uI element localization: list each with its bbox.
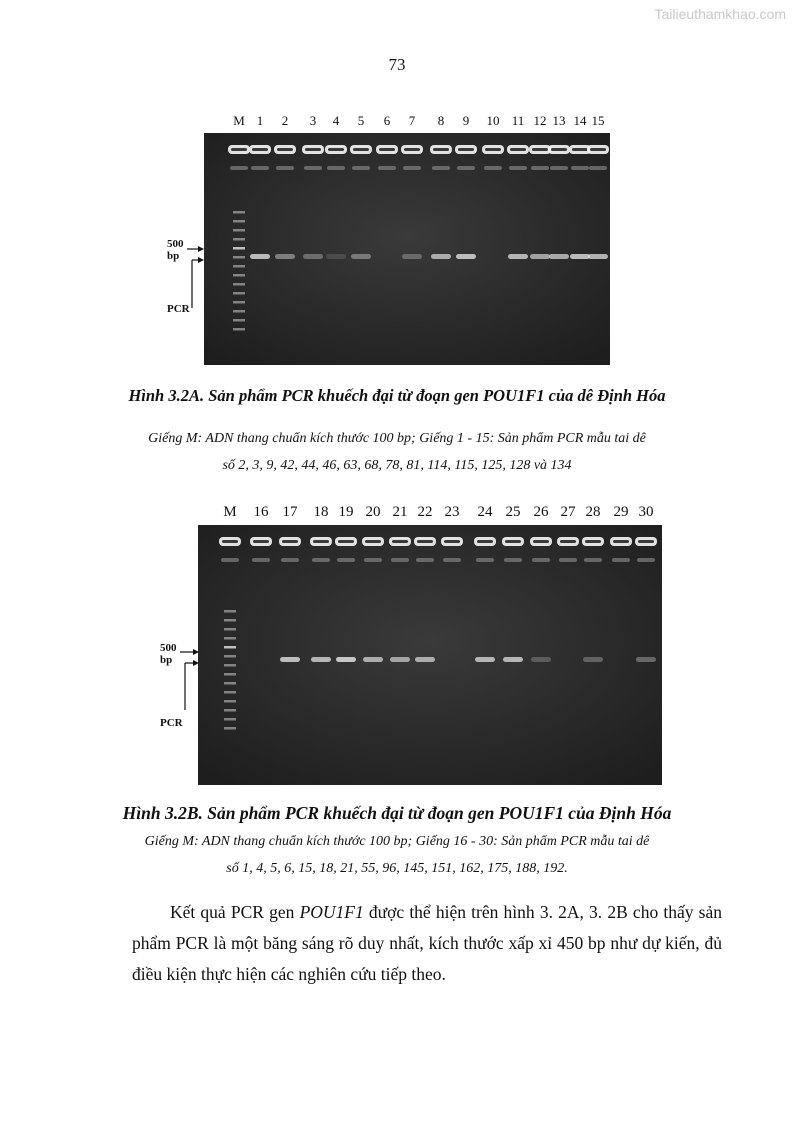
figure-b-lane-label-23: 23	[444, 504, 460, 520]
figure-b-marker-label: 500 bp	[160, 642, 177, 666]
figure-b-ladder-band	[224, 718, 236, 721]
figure-a-lane-label-3: 3	[309, 113, 317, 128]
figure-b-ladder-band	[224, 646, 236, 649]
figure-b-ladder-band	[224, 664, 236, 667]
figure-b-pcr-band	[311, 657, 331, 662]
figure-b-ladder-band	[224, 727, 236, 730]
figure-a-lane-label-6: 6	[383, 113, 391, 128]
figure-b-lane-label-17: 17	[282, 504, 298, 520]
figure-b-arrows	[178, 642, 204, 714]
watermark: Tailieuthamkhao.com	[654, 6, 786, 22]
figure-b-pcr-band	[503, 657, 523, 662]
figure-a-lane-label-9: 9	[462, 113, 470, 128]
figure-a-ladder-band	[233, 283, 245, 286]
figure-b-ladder-band	[224, 682, 236, 685]
figure-b-lane-label-22: 22	[417, 504, 433, 520]
figure-a-arrows	[185, 240, 209, 315]
figure-a-lane-label-7: 7	[408, 113, 416, 128]
figure-b-pcr-band	[475, 657, 495, 662]
figure-b-lane-label-24: 24	[477, 504, 493, 520]
figure-a-pcr-band	[456, 254, 476, 259]
figure-a-pcr-band	[275, 254, 295, 259]
figure-a-ladder-band	[233, 301, 245, 304]
figure-a-pcr-band	[326, 254, 346, 259]
figure-b-lane-label-30: 30	[638, 504, 654, 520]
figure-a-pcr-band	[549, 254, 569, 259]
figure-a-pcr-band	[508, 254, 528, 259]
figure-b-pcr-band	[636, 657, 656, 662]
figure-a-pcr-band	[250, 254, 270, 259]
figure-b-lane-label-28: 28	[585, 504, 601, 520]
figure-a-ladder-band	[233, 211, 245, 214]
figure-a-lane-label-1: 1	[256, 113, 264, 128]
figure-a-pcr-band	[351, 254, 371, 259]
figure-a-lane-label-M: M	[233, 113, 245, 128]
body-paragraph: Kết quả PCR gen POU1F1 được thể hiện trên hình 3. 2A, 3. 2B cho thấy sản phẩm PCR là một băng sáng rõ duy nhất, kích thước xấp xỉ 450 bp như dự kiến, đủ điều kiện thực hiện các nghiên cứu tiếp theo.	[132, 902, 722, 984]
figure-a-caption-line2: số 2, 3, 9, 42, 44, 46, 63, 68, 78, 81, 114, 115, 125, 128 và 134	[222, 458, 572, 473]
figure-b-lane-label-18: 18	[313, 504, 329, 520]
figure-b-lane-label-21: 21	[392, 504, 408, 520]
figure-b-ladder-band	[224, 700, 236, 703]
figure-a-lane-label-10: 10	[486, 113, 500, 128]
figure-a-lane-label-4: 4	[332, 113, 340, 128]
figure-b-lane-label-19: 19	[338, 504, 354, 520]
figure-a-lane-label-5: 5	[357, 113, 365, 128]
figure-a-pcr-band	[431, 254, 451, 259]
figure-b-pcr-band	[363, 657, 383, 662]
figure-a-lane-labels	[0, 113, 794, 131]
figure-b-pcr-band	[390, 657, 410, 662]
figure-a-ladder-band	[233, 220, 245, 223]
figure-a-ladder-band	[233, 328, 245, 331]
figure-b-pcr-band	[415, 657, 435, 662]
figure-b-ladder-band	[224, 628, 236, 631]
figure-a-ladder-band	[233, 274, 245, 277]
figure-b-lane-label-M: M	[223, 504, 237, 520]
figure-a-ladder-band	[233, 247, 245, 250]
figure-a-title: Hình 3.2A. Sản phẩm PCR khuếch đại từ đoạn gen POU1F1 của dê Định Hóa	[128, 386, 666, 405]
figure-b-title: Hình 3.2B. Sản phẩm PCR khuếch đại từ đoạn gen POU1F1 của Định Hóa	[122, 803, 672, 823]
figure-b-pcr-band	[280, 657, 300, 662]
figure-b-pcr-band	[583, 657, 603, 662]
figure-b-ladder-band	[224, 709, 236, 712]
figure-b-ladder-band	[224, 619, 236, 622]
figure-a-lane-label-13: 13	[552, 113, 566, 128]
figure-a-pcr-band	[570, 254, 590, 259]
figure-a-lane-label-12: 12	[533, 113, 547, 128]
figure-b-lane-label-29: 29	[613, 504, 629, 520]
figure-a-ladder-band	[233, 229, 245, 232]
figure-b-lane-label-27: 27	[560, 504, 576, 520]
figure-b-lane-label-26: 26	[533, 504, 549, 520]
figure-a-lane-label-14: 14	[573, 113, 587, 128]
figure-b-ladder-band	[224, 691, 236, 694]
figure-b-caption-line2: số 1, 4, 5, 6, 15, 18, 21, 55, 96, 145, 151, 162, 175, 188, 192.	[226, 861, 568, 876]
figure-b-pcr-band	[531, 657, 551, 662]
figure-b-lane-label-25: 25	[505, 504, 521, 520]
figure-a-ladder-band	[233, 265, 245, 268]
figure-a-ladder-band	[233, 256, 245, 259]
figure-a-ladder-band	[233, 292, 245, 295]
figure-b-lane-labels	[0, 504, 794, 524]
figure-b-pcr-label: PCR	[160, 717, 183, 729]
figure-a-caption-line1: Giếng M: ADN thang chuẩn kích thước 100 bp; Giếng 1 - 15: Sản phẩm PCR mẫu tai dê	[148, 431, 646, 446]
figure-b-ladder-band	[224, 655, 236, 658]
figure-a-lane-label-15: 15	[591, 113, 605, 128]
figure-b-ladder-band	[224, 637, 236, 640]
figure-a-pcr-band	[402, 254, 422, 259]
figure-a-pcr-band	[588, 254, 608, 259]
figure-b-lane-label-20: 20	[365, 504, 381, 520]
figure-a-ladder-band	[233, 319, 245, 322]
figure-b-gel-image	[198, 525, 662, 785]
figure-a-lane-label-8: 8	[437, 113, 445, 128]
figure-b-ladder-band	[224, 673, 236, 676]
figure-a-pcr-band	[303, 254, 323, 259]
figure-a-ladder-band	[233, 238, 245, 241]
figure-a-marker-label: 500 bp	[167, 238, 184, 262]
figure-a-pcr-band	[530, 254, 550, 259]
figure-b-caption-line1: Giếng M: ADN thang chuẩn kích thước 100 bp; Giếng 16 - 30: Sản phẩm PCR mẫu tai dê	[144, 834, 650, 849]
page-number: 73	[388, 55, 406, 74]
figure-a-lane-label-2: 2	[281, 113, 289, 128]
figure-a-pcr-label: PCR	[167, 303, 190, 315]
figure-a-ladder-band	[233, 310, 245, 313]
figure-a-lane-label-11: 11	[511, 113, 525, 128]
figure-a-gel-image	[204, 133, 610, 365]
figure-b-pcr-band	[336, 657, 356, 662]
figure-b-ladder-band	[224, 610, 236, 613]
figure-b-lane-label-16: 16	[253, 504, 269, 520]
